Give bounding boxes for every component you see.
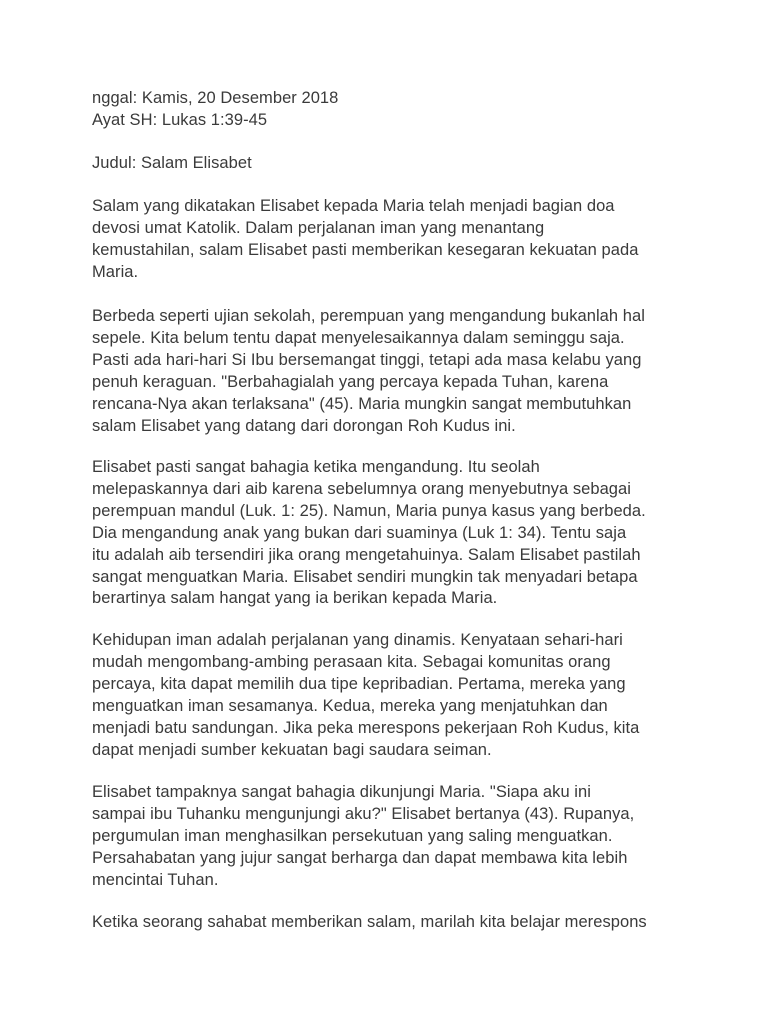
document-meta: nggal: Kamis, 20 Desember 2018 Ayat SH: Lukas 1:39-45 (92, 89, 339, 129)
paragraph-2: Berbeda seperti ujian sekolah, perempuan yang mengandung bukanlah hal sepele. Kita belum tentu dapat menyelesaikannya dalam seminggu saja. Pasti ada hari-hari Si Ibu bersemangat tinggi, tetapi ada masa kelabu yang penuh keraguan. "Berbahagialah yang percaya kepada Tuhan, karena rencana-Nya akan terlaksana" (45). Maria mungkin sangat membutuhkan salam Elisabet yang datang dari dorongan Roh Kudus ini. (92, 307, 645, 435)
paragraph-4: Kehidupan iman adalah perjalanan yang dinamis. Kenyataan sehari-hari mudah mengombang-ambing perasaan kita. Sebagai komunitas orang percaya, kita dapat memilih dua tipe kepribadian. Pertama, mereka yang menguatkan iman sesamanya. Kedua, mereka yang menjatuhkan dan menjadi batu sandungan. Jika peka merespons pekerjaan Roh Kudus, kita dapat menjadi sumber kekuatan bagi saudara seiman. (92, 631, 640, 759)
paragraph-1: Salam yang dikatakan Elisabet kepada Maria telah menjadi bagian doa devosi umat Katolik. Dalam perjalanan iman yang menantang kemustahilan, salam Elisabet pasti memberikan kesegaran kekuatan pada Maria. (92, 197, 639, 281)
document-title: Judul: Salam Elisabet (92, 154, 252, 172)
paragraph-6: Ketika seorang sahabat memberikan salam, marilah kita belajar merespons (92, 913, 647, 931)
paragraph-5: Elisabet tampaknya sangat bahagia dikunjungi Maria. "Siapa aku ini sampai ibu Tuhanku mengunjungi aku?" Elisabet bertanya (43). Rupanya, pergumulan iman menghasilkan persekutuan yang saling menguatkan. Persahabatan yang jujur sangat berharga dan dapat membawa kita lebih mencintai Tuhan. (92, 783, 635, 889)
paragraph-3: Elisabet pasti sangat bahagia ketika mengandung. Itu seolah melepaskannya dari aib karena sebelumnya orang menyebutnya sebagai perempuan mandul (Luk. 1: 25). Namun, Maria punya kasus yang berbeda. Dia mengandung anak yang bukan dari suaminya (Luk 1: 34). Tentu saja itu adalah aib tersendiri jika orang mengetahuinya. Salam Elisabet pastilah sangat menguatkan Maria. Elisabet sendiri mungkin tak menyadari betapa berartinya salam hangat yang ia berikan kepada Maria. (92, 458, 646, 608)
